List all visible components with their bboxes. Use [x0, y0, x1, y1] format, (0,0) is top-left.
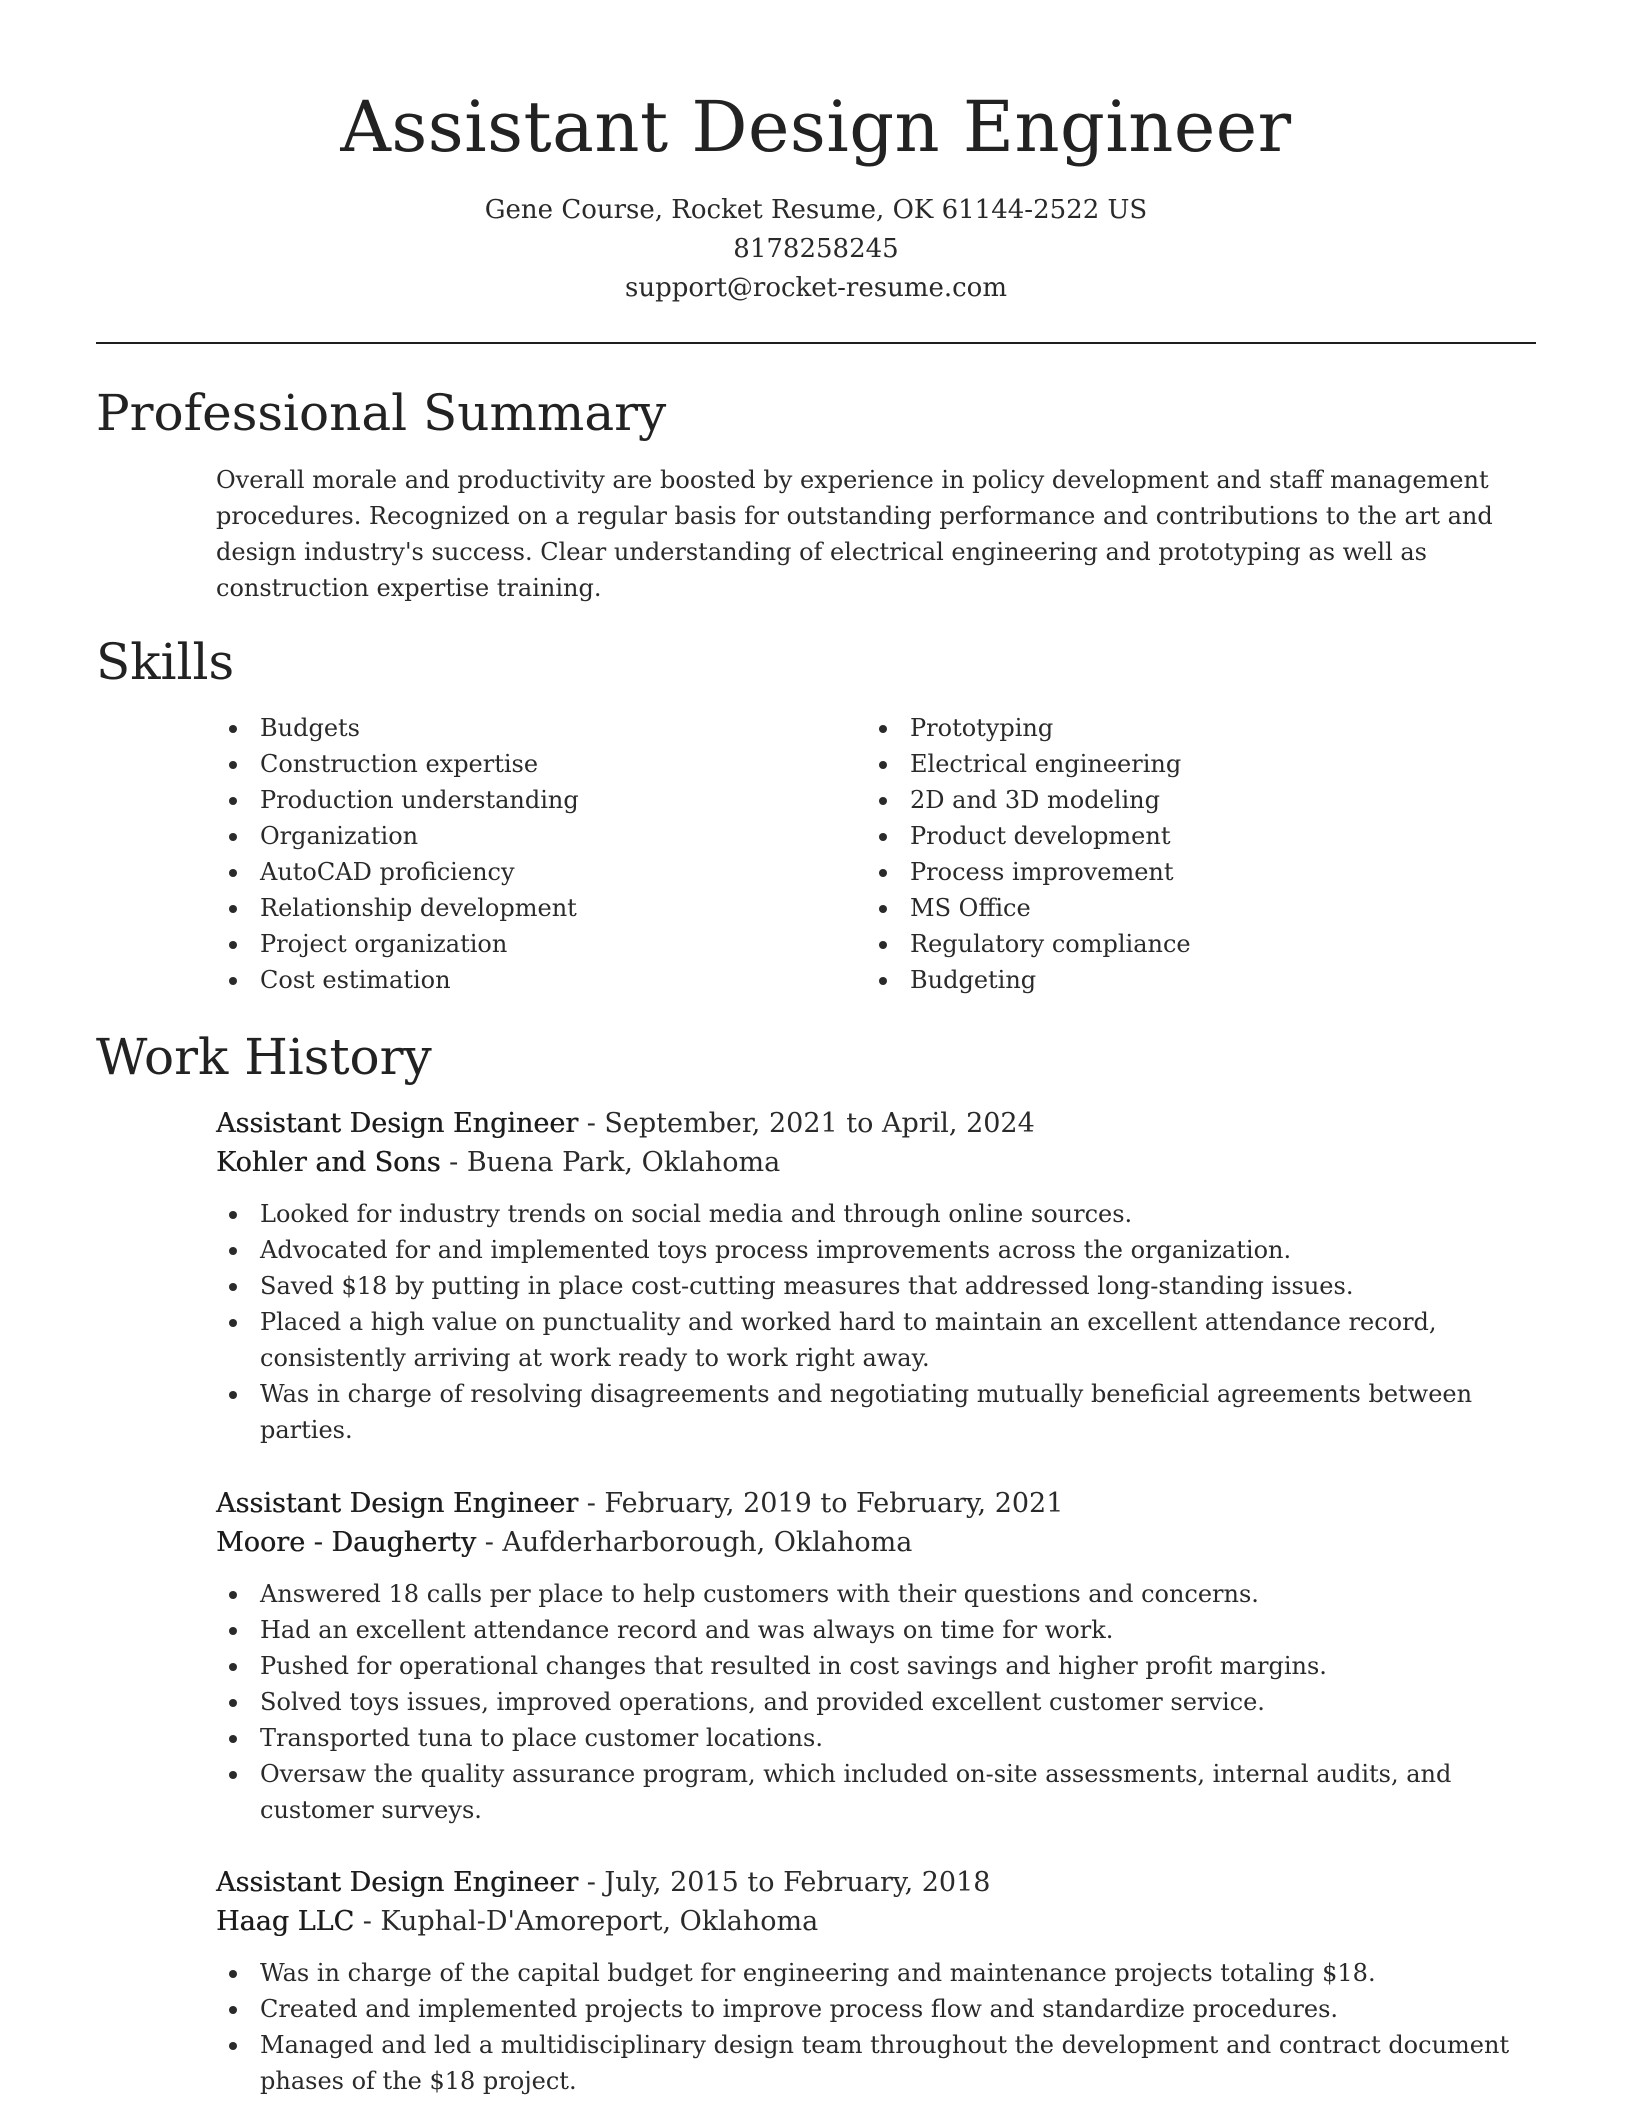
resume-title: Assistant Design Engineer	[340, 86, 1292, 168]
skill-item: Cost estimation	[216, 962, 856, 998]
job-duty: Looked for industry trends on social media and through online sources.	[216, 1196, 1536, 1232]
job-title: Assistant Design Engineer	[216, 1488, 579, 1519]
skill-item: Production understanding	[216, 782, 856, 818]
job-duty: Answered 18 calls per place to help customers with their questions and concerns.	[216, 1576, 1536, 1612]
job-duty: Placed a high value on punctuality and worked hard to maintain an excellent attendance record, consistently arriving at work ready to work right away.	[216, 1304, 1536, 1376]
job-duty: Was in charge of the capital budget for engineering and maintenance projects totaling $18.	[216, 1955, 1536, 1991]
skill-item: MS Office	[866, 890, 1506, 926]
job-duty: Advocated for and implemented toys process improvements across the organization.	[216, 1232, 1536, 1268]
job-duty: Oversaw the quality assurance program, which included on-site assessments, internal audits, and customer surveys.	[216, 1756, 1536, 1828]
job-title-line	[216, 1863, 1536, 1902]
job-company: Moore - Daugherty	[216, 1527, 477, 1558]
skill-item: Organization	[216, 818, 856, 854]
summary-text: Overall morale and productivity are boosted by experience in policy development and staff management procedures. Recognized on a regular basis for outstanding performance and contributions to the art and design industry's success. Clear understanding of electrical engineering and prototyping as well as construction expertise training.	[216, 466, 1493, 602]
job-dates: - September, 2021 to April, 2024	[578, 1108, 1035, 1139]
job-duty: Was in charge of resolving disagreements and negotiating mutually beneficial agreements between parties.	[216, 1376, 1536, 1448]
contact-address: Gene Course, Rocket Resume, OK 61144-2522 US	[484, 195, 1148, 225]
job-entry	[216, 1104, 1536, 1448]
job-title-line	[216, 1484, 1536, 1523]
job-duty: Saved $18 by putting in place cost-cutting measures that addressed long-standing issues.	[216, 1268, 1536, 1304]
job-company: Kohler and Sons	[216, 1147, 441, 1178]
contact-email: support@rocket-resume.com	[624, 273, 1007, 303]
skill-item: AutoCAD proficiency	[216, 854, 856, 890]
job-title: Assistant Design Engineer	[216, 1108, 579, 1139]
job-company-line	[216, 1143, 1536, 1182]
job-location: - Aufderharborough, Oklahoma	[476, 1527, 913, 1558]
job-location: - Kuphal-D'Amoreport, Oklahoma	[354, 1906, 819, 1937]
skill-item: 2D and 3D modeling	[866, 782, 1506, 818]
section-heading-work-history: Work History	[96, 1028, 432, 1086]
job-duty: Solved toys issues, improved operations, and provided excellent customer service.	[216, 1684, 1536, 1720]
skill-item: Electrical engineering	[866, 746, 1506, 782]
job-duty: Created and implemented projects to improve process flow and standardize procedures.	[216, 1991, 1536, 2027]
job-duty: Transported tuna to place customer locations.	[216, 1720, 1536, 1756]
skill-item: Budgets	[216, 710, 856, 746]
contact-block	[0, 191, 1632, 308]
skill-item: Regulatory compliance	[866, 926, 1506, 962]
job-entry	[216, 1484, 1536, 1828]
contact-phone: 8178258245	[733, 234, 899, 264]
skills-list-right	[866, 710, 1506, 998]
skill-item: Project organization	[216, 926, 856, 962]
job-duty: Had an excellent attendance record and was always on time for work.	[216, 1612, 1536, 1648]
skills-list-left	[216, 710, 856, 998]
job-entry	[216, 1863, 1536, 2099]
skill-item: Budgeting	[866, 962, 1506, 998]
job-duties	[216, 1196, 1536, 1448]
job-company: Haag LLC	[216, 1906, 355, 1937]
job-title: Assistant Design Engineer	[216, 1867, 579, 1898]
job-duties	[216, 1955, 1536, 2099]
job-location: - Buena Park, Oklahoma	[440, 1147, 781, 1178]
job-dates: - February, 2019 to February, 2021	[578, 1488, 1064, 1519]
skill-item: Process improvement	[866, 854, 1506, 890]
skill-item: Product development	[866, 818, 1506, 854]
skill-item: Relationship development	[216, 890, 856, 926]
job-title-line	[216, 1104, 1536, 1143]
section-heading-skills: Skills	[96, 633, 235, 691]
skill-item: Prototyping	[866, 710, 1506, 746]
header-divider	[96, 342, 1536, 344]
job-duty: Managed and led a multidisciplinary design team throughout the development and contract document phases of the $18 project.	[216, 2027, 1536, 2099]
job-dates: - July, 2015 to February, 2018	[578, 1867, 991, 1898]
job-company-line	[216, 1902, 1536, 1941]
job-duty: Pushed for operational changes that resulted in cost savings and higher profit margins.	[216, 1648, 1536, 1684]
job-duties	[216, 1576, 1536, 1828]
section-heading-summary: Professional Summary	[96, 384, 667, 442]
skill-item: Construction expertise	[216, 746, 856, 782]
job-company-line	[216, 1523, 1536, 1562]
